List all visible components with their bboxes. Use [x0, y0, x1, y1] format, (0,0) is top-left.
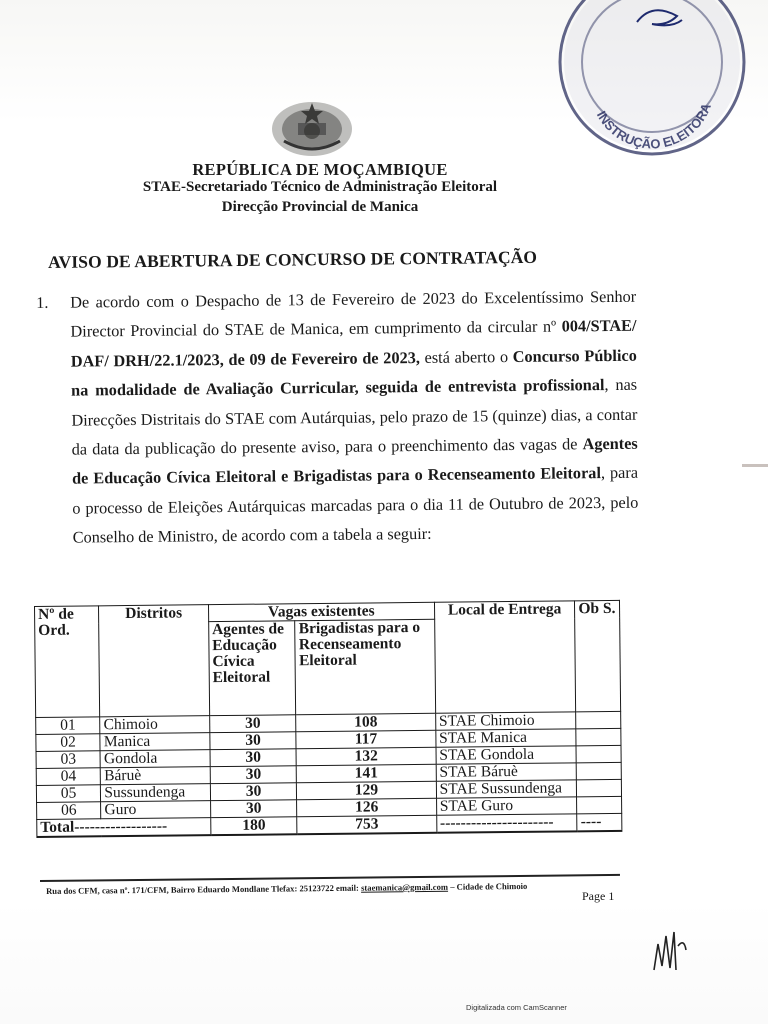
signature-icon	[648, 926, 692, 978]
cell-brigadistas: 141	[297, 764, 436, 782]
cell-obs	[577, 779, 622, 796]
paragraph-text: está aberto o	[419, 346, 513, 367]
cell-num: 01	[36, 717, 101, 735]
notice-paragraph	[70, 278, 639, 553]
notice-body	[36, 278, 639, 553]
header-label: Nº de Ord.	[37, 605, 74, 639]
cell-obs	[576, 711, 621, 728]
total-local: ----------------------	[436, 814, 577, 833]
circular-reference: 004/STAE/ DAF/ DRH/22.1/2023, de 09 de Fevereiro de 2023,	[70, 316, 637, 371]
address-text: Rua dos CFM, casa nº. 171/CFM, Bairro Eduardo Mondlane Tlefax: 25123722 email:	[46, 882, 362, 896]
cell-local: STAE Guro	[436, 797, 577, 815]
contest-type: Concurso Público na modalidade de Avaliação Curricular, seguida de entrevista profissional	[71, 345, 637, 400]
total-obs: ----	[577, 813, 622, 831]
column-header-local	[434, 601, 576, 713]
cell-district: Sussundenga	[101, 784, 211, 802]
cell-local: STAE Sussundenga	[436, 780, 577, 798]
cell-brigadistas: 129	[297, 781, 436, 799]
cell-agentes: 30	[210, 732, 297, 750]
scan-edge-mark	[742, 464, 768, 467]
cell-obs	[577, 796, 622, 813]
cell-agentes: 30	[209, 715, 296, 733]
cell-obs	[576, 745, 621, 762]
cell-num: 04	[36, 768, 101, 786]
header-label: Distritos	[125, 604, 183, 623]
cell-district: Chimoio	[100, 716, 210, 734]
header-label: Local de Entrega	[447, 600, 562, 619]
department-name: Direcção Provincial de Manica	[221, 199, 419, 215]
cell-brigadistas: 117	[296, 730, 435, 748]
country-name: REPÚBLICA DE MOÇAMBIQUE	[192, 160, 448, 179]
cell-brigadistas: 126	[297, 798, 436, 816]
header-label: Brigadistas para o Recenseamento Eleitoral	[298, 618, 421, 670]
cell-local: STAE Chimoio	[435, 712, 576, 730]
cell-district: Báruè	[101, 767, 211, 785]
vacancy-types: Agentes de Educação Cívica Eleitoral e Brigadistas para o Recenseamento Eleitoral	[71, 433, 638, 489]
vacancies-table	[34, 600, 622, 838]
total-label: Total------------------	[37, 818, 211, 837]
vacancies-table-wrapper	[34, 600, 626, 838]
cell-obs	[576, 728, 621, 745]
cell-district: Manica	[100, 733, 210, 751]
header-label: Ob S.	[578, 599, 616, 618]
organization-name: STAE-Secretariado Técnico de Administração Eleitoral	[142, 179, 498, 195]
column-header-agentes	[208, 621, 296, 716]
header-label: Vagas existentes	[267, 602, 375, 621]
paragraph-text: , nas Direcções Distritais do STAE com Autárquias, pelo prazo de 15 (quinze) dias, a contar da data da publicação do presente aviso, para o preenchimento das vagas de	[71, 374, 638, 459]
cell-num: 05	[36, 785, 101, 803]
cell-agentes: 30	[210, 766, 297, 784]
email-link[interactable]: staemanica@gmail.com	[360, 881, 449, 893]
stamp-text: INSTRUÇÃO ELEITORA	[593, 100, 714, 152]
cell-agentes: 30	[210, 783, 297, 801]
city-text: – Cidade de Chimoio	[447, 880, 528, 892]
cell-district: Gondola	[100, 750, 210, 768]
cell-num: 02	[36, 734, 101, 752]
total-brigadistas: 753	[297, 815, 436, 834]
column-header-number	[35, 606, 101, 718]
paragraph-text: , para o processo de Eleições Autárquicas marcadas para o dia 11 de Outubro de 2023, pelo Conselho de Ministro, de acordo com a tabela a seguir:	[72, 463, 639, 547]
column-header-brigadistas	[295, 619, 435, 714]
cell-agentes: 30	[210, 800, 297, 818]
page-number: Page 1	[582, 889, 615, 903]
official-stamp	[552, 0, 752, 160]
notice-title: AVISO DE ABERTURA DE CONCURSO DE CONTRATAÇÃO	[48, 246, 538, 272]
cell-local: STAE Gondola	[436, 746, 577, 764]
cell-local: STAE Manica	[436, 729, 577, 747]
item-number: 1.	[36, 292, 49, 312]
column-header-district	[99, 605, 210, 717]
header-label: Agentes de Educação Cívica Eleitoral	[211, 620, 285, 687]
cell-brigadistas: 132	[296, 747, 435, 765]
table-body	[36, 711, 622, 837]
cell-local: STAE Báruè	[436, 763, 577, 781]
cell-district: Guro	[101, 801, 211, 819]
cell-num: 06	[37, 802, 102, 820]
cell-obs	[577, 762, 622, 779]
column-header-obs	[575, 600, 621, 711]
total-agentes: 180	[211, 817, 298, 835]
paragraph-text: De acordo com o Despacho de 13 de Fevereiro de 2023 do Excelentíssimo Senhor Director Provincial do STAE de Manica, em cumprimento da circular nº	[70, 286, 637, 342]
cell-brigadistas: 108	[296, 713, 435, 731]
scanner-watermark: Digitalizada com CamScanner	[466, 1003, 567, 1012]
national-emblem-icon	[268, 95, 356, 161]
cell-agentes: 30	[210, 749, 297, 767]
cell-num: 03	[36, 751, 101, 769]
footer-address	[46, 880, 586, 896]
